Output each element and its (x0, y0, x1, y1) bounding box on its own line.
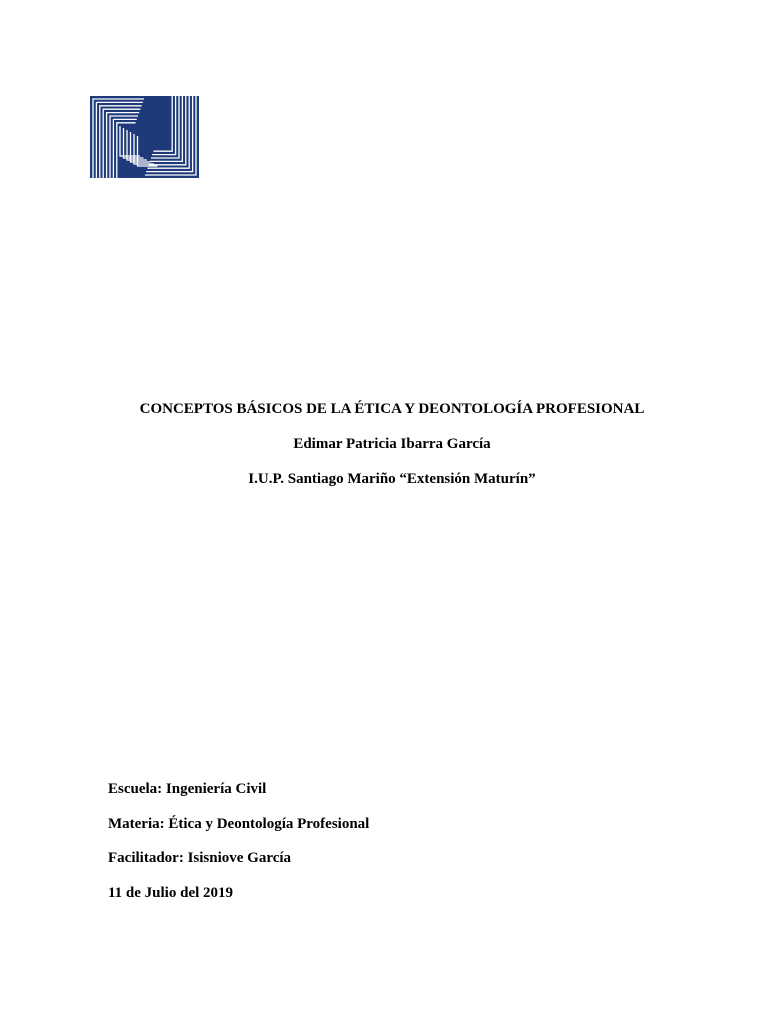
institution-name: I.U.P. Santiago Mariño “Extensión Maturín” (248, 471, 536, 487)
institution-logo-icon (90, 96, 199, 178)
details-block (108, 779, 369, 917)
date-line: 11 de Julio del 2019 (108, 884, 234, 901)
author-name: Edimar Patricia Ibarra García (293, 436, 491, 452)
subject-line: Materia: Ética y Deontología Profesional (108, 815, 370, 832)
title-block (0, 399, 768, 504)
facilitator-line: Facilitador: Isisniove García (108, 850, 292, 866)
document-title: CONCEPTOS BÁSICOS DE LA ÉTICA Y DEONTOLOGÍA PROFESIONAL (139, 401, 645, 417)
school-line: Escuela: Ingeniería Civil (108, 781, 267, 797)
